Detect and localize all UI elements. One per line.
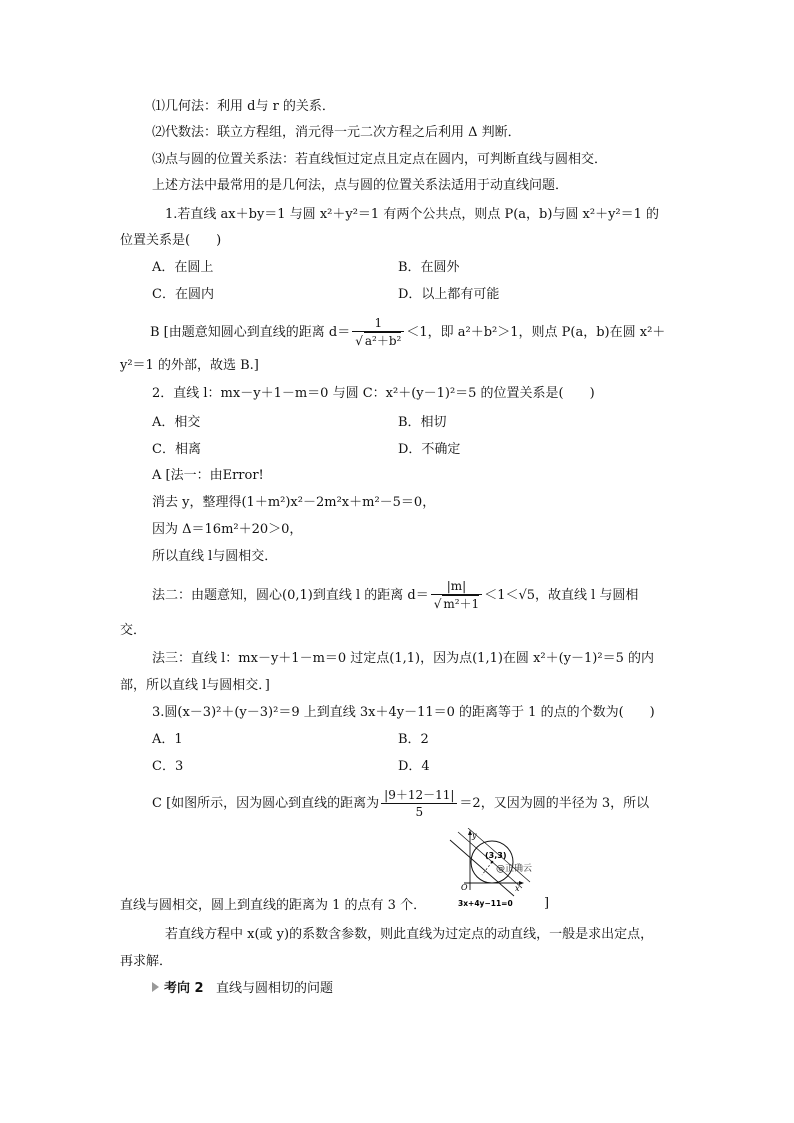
fig-origin-label: O — [461, 883, 468, 892]
q3-answer-line2: 直线与圆相交，圆上到直线的距离为 1 的点有 3 个． — [120, 898, 427, 913]
tip-line1: 若直线方程中 x(或 y)的系数含参数，则此直线为过定点的动直线，一般是求出定点， — [165, 927, 654, 942]
q3-frac-denominator: 5 — [415, 804, 424, 819]
q2-solution-8: 部，所以直线 l与圆相交．] — [120, 678, 270, 693]
q3-stem: 3.圆(x－3)²＋(y－3)²＝9 上到直线 3x＋4y－11＝0 的距离等于 1 的点的个数为( ) — [152, 705, 655, 720]
circle-line-figure — [444, 828, 544, 910]
q3-answer-prefix: C [如图所示，因为圆心到直线的距离为 — [152, 796, 380, 811]
q1-option-b: B．在圆外 — [398, 260, 460, 275]
section-title: 直线与圆相切的问题 — [215, 981, 333, 996]
fig-line-label: 3x+4y−11=0 — [458, 899, 513, 908]
q2-option-c: C．相离 — [152, 442, 201, 457]
q3-frac-numerator: |9＋12－11| — [381, 788, 457, 804]
q1-stem: 1.若直线 ax＋by＝1 与圆 x²＋y²＝1 有两个公共点，则点 P(a，b)与圆 x²＋y²＝1 的 — [165, 207, 660, 222]
fig-x-label: x — [515, 884, 520, 893]
q3-answer-suffix: ＝2，又因为圆的半径为 3，所以 — [459, 796, 650, 811]
q1-answer-suffix: ＜1，即 a²＋b²＞1，则点 P(a，b)在圆 x²＋ — [406, 325, 666, 340]
q1-frac-numerator: 1 — [352, 316, 404, 332]
q2-s5-numerator: |m| — [431, 579, 482, 595]
q1-option-c: C．在圆内 — [152, 287, 214, 302]
q2-solution-5 — [152, 576, 638, 616]
q3-answer-fraction — [381, 788, 457, 820]
q3-answer-line1 — [152, 784, 649, 824]
q3-option-c: C．3 — [152, 759, 184, 774]
q1-option-d: D．以上都有可能 — [398, 287, 500, 302]
q1-answer-prefix: B [由题意知圆心到直线的距离 d＝ — [150, 325, 351, 340]
fig-y-label: y — [472, 831, 477, 840]
tip-line2: 再求解． — [120, 954, 173, 969]
q1-answer-line2: y²＝1 的外部，故选 B.] — [120, 358, 259, 373]
play-triangle-icon — [152, 982, 159, 992]
q3-answer-close: ] — [544, 896, 550, 911]
method-point-circle: ⑶点与圆的位置关系法：若直线恒过定点且定点在圆内，可判断直线与圆相交． — [152, 152, 608, 167]
q2-s5-denominator: √ m²＋1 — [433, 597, 480, 611]
q2-s5-fraction — [431, 579, 482, 612]
q2-stem: 2．直线 l：mx－y＋1－m＝0 与圆 C：x²＋(y－1)²＝5 的位置关系是( ) — [152, 386, 595, 401]
q1-sqrt-content: a²＋b² — [364, 334, 402, 348]
q1-frac-denominator: √ a²＋b² — [355, 334, 402, 348]
x-axis-arrow — [519, 881, 524, 885]
q1-option-a: A．在圆上 — [152, 260, 214, 275]
q1-answer-line1 — [150, 313, 665, 353]
section-tag: 考向 2 — [164, 981, 204, 996]
method-algebraic: ⑵代数法：联立方程组，消元得一元二次方程之后利用 Δ 判断． — [152, 125, 521, 140]
q3-option-a: A．1 — [152, 732, 183, 747]
q2-option-d: D．不确定 — [398, 442, 461, 457]
q2-solution-4: 所以直线 l与圆相交． — [152, 549, 278, 564]
distance-segment — [482, 862, 492, 875]
methods-note: 上述方法中最常用的是几何法，点与圆的位置关系法适用于动直线问题． — [152, 178, 569, 193]
q2-solution-3: 因为 Δ＝16m²＋20＞0， — [152, 522, 303, 537]
q2-solution-1: A [法一：由Error! — [152, 468, 264, 483]
q2-option-b: B．相切 — [398, 415, 447, 430]
fig-watermark: @正确云 — [496, 864, 533, 874]
q2-s5-suffix: ＜1＜√5，故直线 l 与圆相 — [484, 588, 639, 603]
q3-option-d: D．4 — [398, 759, 430, 774]
q2-solution-6: 交． — [120, 623, 147, 638]
fig-center-label: (3,3) — [485, 851, 507, 860]
section-heading — [152, 980, 333, 998]
q1-answer-fraction — [352, 316, 404, 349]
q2-s5-sqrt-content: m²＋1 — [443, 597, 480, 611]
q2-s5-prefix: 法二：由题意知，圆心(0,1)到直线 l 的距离 d＝ — [152, 588, 429, 603]
q1-stem-cont: 位置关系是( ) — [120, 233, 222, 248]
line-parallel-1 — [458, 832, 522, 888]
q2-option-a: A．相交 — [152, 415, 201, 430]
q2-solution-2: 消去 y，整理得(1＋m²)x²－2m²x＋m²－5＝0， — [152, 495, 436, 510]
method-geometric: ⑴几何法：利用 d与 r 的关系． — [152, 99, 335, 114]
q2-solution-7: 法三：直线 l：mx－y＋1－m＝0 过定点(1,1)，因为点(1,1)在圆 x²＋(y－1)²＝5 的内 — [152, 651, 654, 666]
q3-option-b: B．2 — [398, 732, 429, 747]
